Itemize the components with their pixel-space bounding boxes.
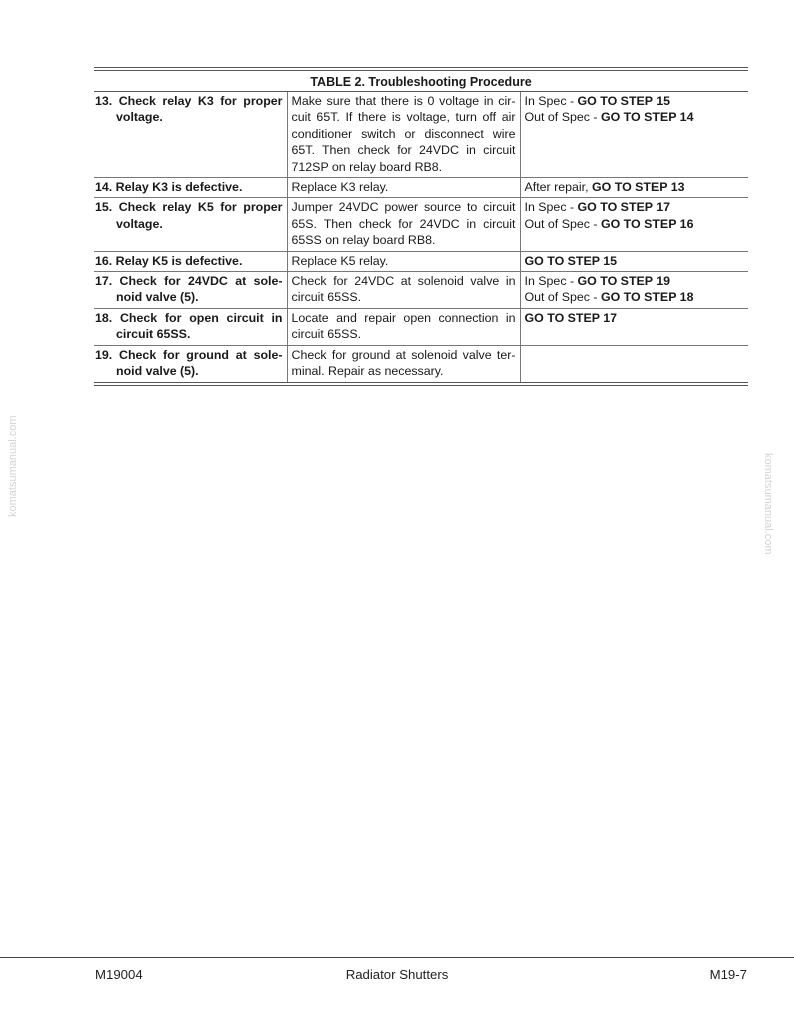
result-line [525, 289, 745, 305]
footer-doc-number: M19004 [95, 967, 143, 982]
step-cell: 19. Check for ground at sole-noid valve (5). [95, 347, 283, 379]
action-cell: Check for ground at solenoid valve ter-minal. Repair as necessary. [287, 345, 520, 381]
result-line [525, 253, 745, 269]
result-line [525, 310, 745, 326]
result-line [525, 216, 745, 232]
watermark-left: komatsumanual.com [7, 415, 19, 517]
footer-rule [0, 957, 794, 958]
result-cell [520, 178, 748, 198]
result-goto: GO TO STEP 16 [600, 216, 694, 231]
result-condition: After repair, [524, 180, 592, 195]
result-cell [520, 345, 748, 381]
result-goto: GO TO STEP 15 [524, 253, 618, 268]
result-goto: GO TO STEP 13 [592, 180, 685, 195]
result-condition: Out of Spec - [524, 110, 601, 125]
action-cell: Replace K3 relay. [287, 178, 520, 198]
troubleshooting-table [94, 67, 748, 386]
result-line [525, 109, 745, 125]
table-row [94, 272, 748, 309]
result-goto: GO TO STEP 17 [524, 310, 618, 325]
footer-page-number: M19-7 [709, 967, 747, 982]
step-cell: 17. Check for 24VDC at sole-noid valve (5). [94, 272, 287, 309]
result-goto: GO TO STEP 19 [577, 274, 671, 289]
result-cell [520, 251, 748, 271]
result-goto: GO TO STEP 18 [600, 290, 694, 305]
step-cell: 14. Relay K3 is defective. [94, 178, 287, 198]
result-condition: Out of Spec - [524, 290, 601, 305]
result-cell [520, 92, 748, 178]
step-cell: 15. Check relay K5 for proper voltage. [94, 198, 287, 251]
step-cell: 16. Relay K5 is defective. [94, 251, 287, 271]
action-cell: Check for 24VDC at solenoid valve in circuit 65SS. [287, 272, 520, 309]
step-cell: 13. Check relay K3 for proper voltage. [94, 92, 287, 178]
action-cell: Locate and repair open connection in circuit 65SS. [287, 308, 520, 345]
result-line [525, 93, 745, 109]
result-goto: GO TO STEP 17 [577, 200, 671, 215]
action-cell: Jumper 24VDC power source to circuit 65S. Then check for 24VDC in circuit 65SS on relay board RB8. [287, 198, 520, 251]
table-row [94, 308, 748, 345]
table-row [94, 92, 748, 178]
steps-table [94, 92, 748, 382]
table-row [94, 198, 748, 251]
action-cell: Make sure that there is 0 voltage in cir-cuit 65T. If there is voltage, turn off air conditioner switch or disconnect wire 65T. Then check for 24VDC in circuit 712SP on relay board RB8. [287, 92, 520, 178]
result-cell [520, 198, 748, 251]
result-condition: Out of Spec - [524, 216, 601, 231]
footer-section-title: Radiator Shutters [345, 967, 449, 982]
result-condition: In Spec - [524, 94, 578, 108]
result-goto: GO TO STEP 14 [600, 110, 694, 125]
result-cell [520, 272, 748, 309]
result-goto: GO TO STEP 15 [577, 94, 671, 108]
result-line [525, 199, 745, 215]
result-condition: In Spec - [524, 274, 578, 289]
result-condition: In Spec - [524, 200, 578, 215]
table-row [94, 251, 748, 271]
table-row [94, 178, 748, 198]
result-line [525, 273, 745, 289]
table-title: TABLE 2. Troubleshooting Procedure [94, 71, 748, 92]
result-line [525, 179, 745, 195]
table-bottom-rule [94, 382, 748, 386]
step-cell: 18. Check for open circuit in circuit 65SS. [94, 308, 287, 345]
table-row [94, 345, 748, 381]
watermark-right: komatsumanual.com [762, 453, 774, 555]
action-cell: Replace K5 relay. [287, 251, 520, 271]
result-cell [520, 308, 748, 345]
